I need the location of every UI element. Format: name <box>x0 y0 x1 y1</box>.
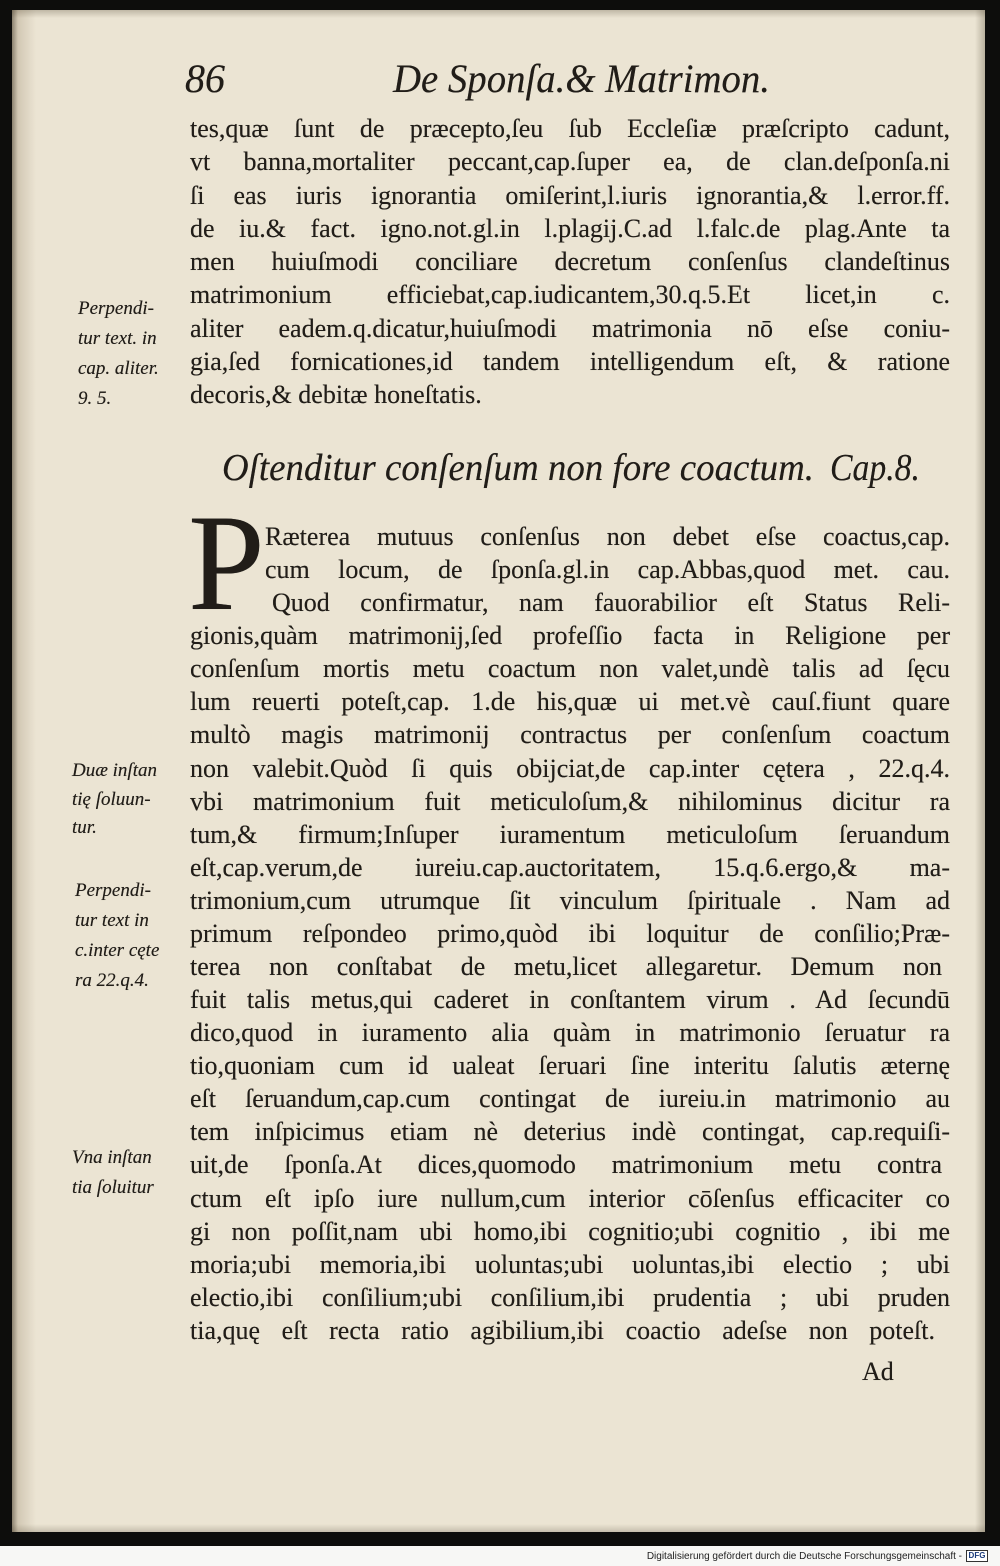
margin-note-line: c.inter cęte <box>75 940 160 961</box>
margin-note-line: tur text in <box>75 910 149 931</box>
margin-note-line: Perpendi- <box>78 298 154 319</box>
text-line: ſi eas iuris ignorantia omiſerint,l.iuris ignorantia,& l.error.ff. <box>190 180 950 210</box>
margin-note <box>72 1143 154 1203</box>
margin-note-line: tur text. in <box>78 328 157 349</box>
text-line: electio,ibi conſilium;ubi conſilium,ibi prudentia ; ubi pruden <box>190 1282 950 1312</box>
margin-note-line: tię ſoluun- <box>72 788 151 810</box>
text-block-1 <box>190 112 950 411</box>
running-title: De Sponſa.& Matrimon. <box>393 56 770 101</box>
text-line: gia,ſed fornicationes,id tandem intelligendum eſt, & ratione <box>190 346 950 376</box>
text-block-2 <box>190 520 950 1347</box>
text-line: Quod confirmatur, nam fauorabilior eſt Status Reli- <box>272 588 950 618</box>
margin-note-line: cap. aliter. <box>78 358 159 379</box>
digitization-credit: Digitalisierung gefördert durch die Deutsche Forschungsgemeinschaft - <box>646 1551 962 1562</box>
text-line: vbi matrimonium fuit meticuloſum,& nihilominus dicitur ra <box>190 786 950 816</box>
text-line: moria;ubi memoria,ibi uoluntas;ubi uoluntas,ibi electio ; ubi <box>190 1249 950 1279</box>
margin-note-line: 9. 5. <box>78 388 112 409</box>
text-line: dico,quod in iuramento alia quàm in matrimonio ſeruatur ra <box>190 1018 950 1048</box>
text-line: tia,quę eſt recta ratio agibilium,ibi coactio adeſse non poteſt. <box>190 1315 935 1345</box>
text-line: aliter eadem.q.dicatur,huiuſmodi matrimonia nō eſse coniu- <box>190 313 950 343</box>
margin-note <box>78 294 159 414</box>
text-line: terea non conſtabat de metu,licet allegaretur. Demum non <box>190 952 942 982</box>
text-line: matrimonium efficiebat,cap.iudicantem,30.q.5.Et licet,in c. <box>190 280 950 310</box>
text-line: eſt,cap.verum,de iureiu.cap.auctoritatem, 15.q.6.ergo,& ma- <box>190 852 950 882</box>
text-line: gionis,quàm matrimonij,ſed profeſſio facta in Religione per <box>190 621 950 651</box>
text-line: tio,quoniam cum id ualeat ſeruari ſine interitu ſalutis æternę <box>190 1051 950 1081</box>
margin-note-line: tia ſoluitur <box>72 1177 154 1198</box>
text-line: lum reuerti poteſt,cap. 1.de his,quæ ui met.vè cauſ.fiunt quare <box>190 687 950 717</box>
text-line: vt banna,mortaliter peccant,cap.ſuper ea, de clan.deſponſa.ni <box>190 147 950 177</box>
text-line: multò magis matrimonij contractus per conſenſum coactum <box>190 720 950 750</box>
catchword: Ad <box>862 1357 894 1386</box>
text-line: fuit talis metus,qui caderet in conſtantem virum . Ad ſecundū <box>190 985 950 1015</box>
chapter-number: Cap.8. <box>830 447 920 489</box>
margin-note-line: Duæ inſtan <box>72 760 157 781</box>
text-line: trimonium,cum utrumque ſit vinculum ſpirituale . Nam ad <box>190 885 950 915</box>
chapter-title: Oſtenditur conſenſum non fore coactum. <box>222 447 814 489</box>
text-line: primum reſpondeo primo,quòd ibi loquitur de conſilio;Præ- <box>190 918 950 948</box>
text-line: tem inſpicimus etiam nè deterius indè contingat, cap.requiſi- <box>190 1117 950 1147</box>
text-line: non valebit.Quòd ſi quis obijciat,de cap.inter cętera , 22.q.4. <box>190 753 950 783</box>
margin-note-line: Perpendi- <box>75 880 151 901</box>
text-line: tum,& firmum;Inſuper iuramentum meticuloſum ſeruandum <box>190 819 950 849</box>
text-line: tes,quæ ſunt de præcepto,ſeu ſub Eccleſiæ præſcripto cadunt, <box>190 114 950 143</box>
text-line: eſt ſeruandum,cap.cum contingat de iureiu.in matrimonio au <box>190 1084 950 1114</box>
text-line: ctum eſt ipſo iure nullum,cum interior cōſenſus efficaciter co <box>190 1183 950 1213</box>
dfg-logo: DFG <box>966 1550 988 1562</box>
text-line: de iu.& fact. igno.not.gl.in l.plagij.C.ad l.falc.de plag.Ante ta <box>190 213 950 243</box>
text-line: Ræterea mutuus conſenſus non debet eſse coactus,cap. <box>265 522 950 551</box>
text-line: men huiuſmodi conciliare decretum conſenſus clandeſtinus <box>190 247 950 276</box>
drop-cap: P <box>188 486 265 639</box>
margin-note-line: tur. <box>72 817 97 838</box>
margin-note-line: ra 22.q.4. <box>75 970 149 991</box>
margin-note-line: Vna inſtan <box>72 1147 152 1168</box>
text-line: cum locum, de ſponſa.gl.in cap.Abbas,quod met. cau. <box>265 555 950 585</box>
text-line: gi non poſſit,nam ubi homo,ibi cognitio;ubi cognitio , ibi me <box>190 1216 950 1246</box>
margin-note <box>72 757 157 843</box>
text-line: uit,de ſponſa.At dices,quomodo matrimonium metu contra <box>190 1150 942 1180</box>
text-line: conſenſum mortis metu coactum non valet,undè talis ad ſęcu <box>190 654 950 684</box>
text-line: decoris,& debitæ honeſtatis. <box>190 380 482 409</box>
page-number: 86 <box>185 56 225 101</box>
margin-note <box>75 876 159 996</box>
